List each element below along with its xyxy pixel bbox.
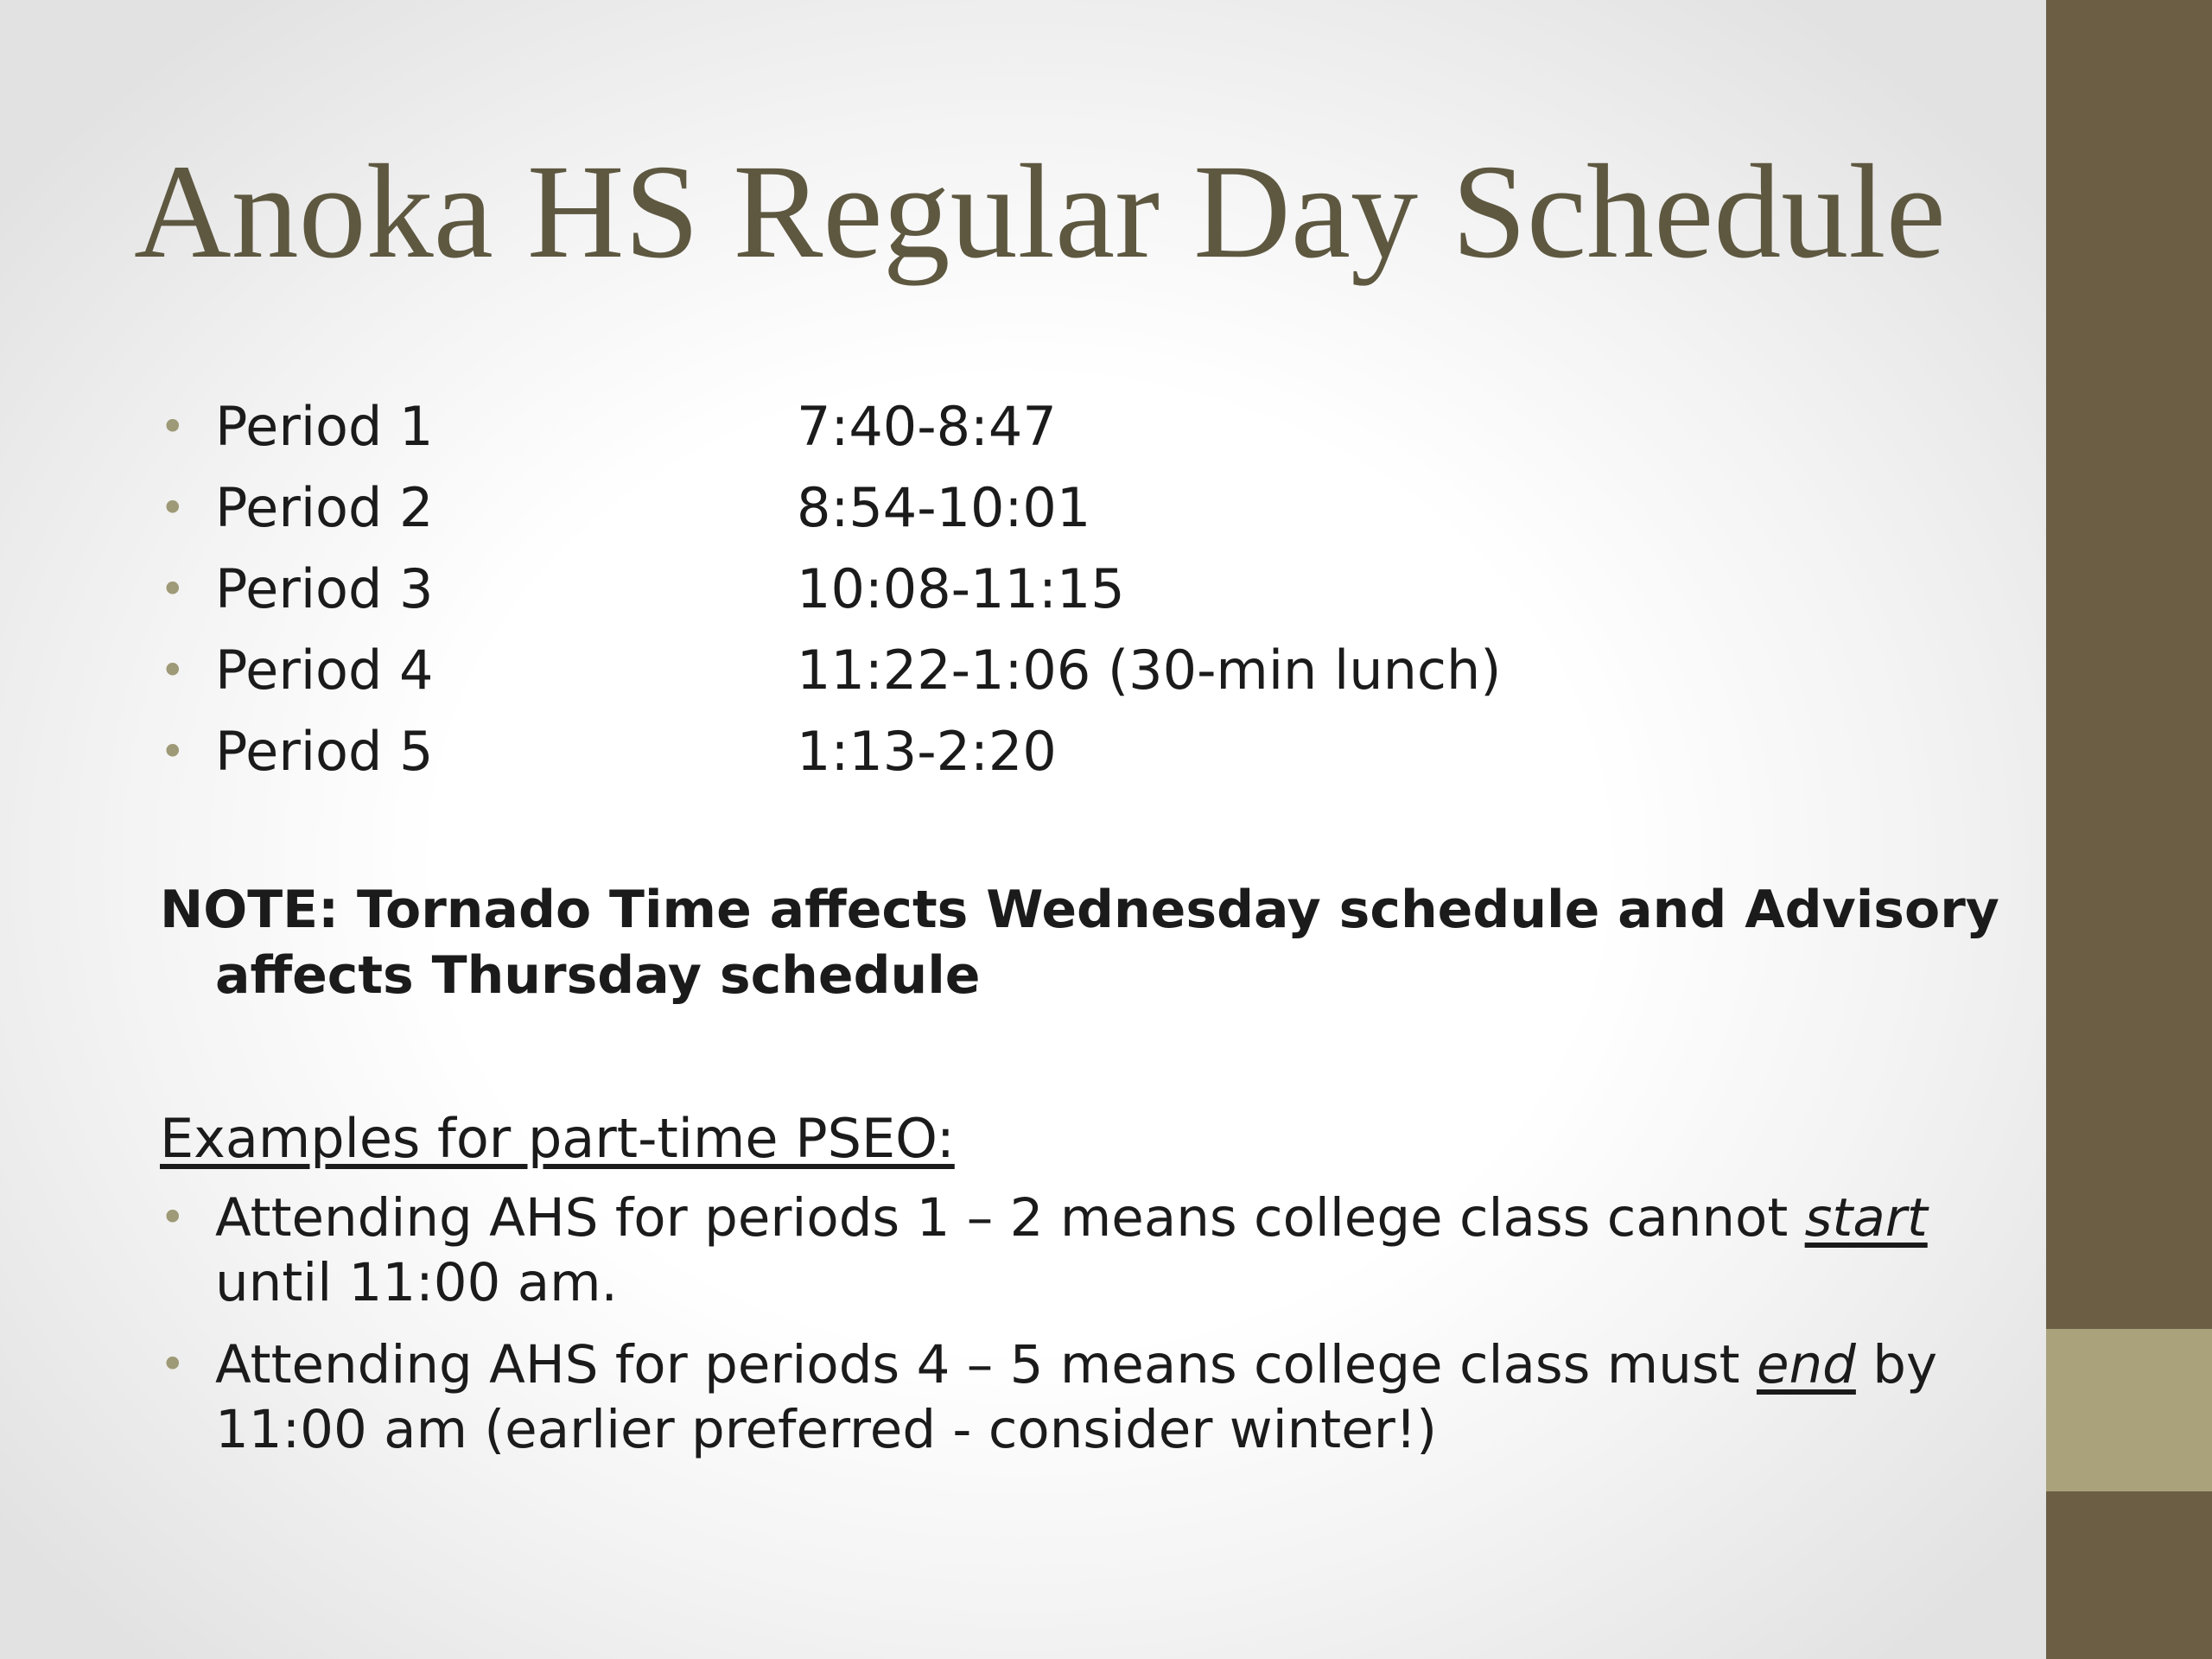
period-time: 1:13-2:20 — [797, 720, 1057, 783]
period-name: Period 5 — [215, 720, 434, 783]
bullet-dot: • — [160, 483, 186, 533]
example-text-before: Attending AHS for periods 1 – 2 means college class cannot — [215, 1187, 1805, 1249]
example-text-before: Attending AHS for periods 4 – 5 means college class must — [215, 1334, 1757, 1395]
example-item — [160, 1185, 1983, 1315]
side-bar-accent — [2046, 1329, 2212, 1491]
period-time: 10:08-11:15 — [797, 557, 1125, 620]
bullet-dot: • — [160, 564, 186, 614]
slide-title: Anoka HS Regular Day Schedule — [134, 137, 1946, 286]
period-row — [160, 467, 1802, 549]
period-name: Period 4 — [215, 639, 434, 702]
example-text-after: until 11:00 am. — [215, 1252, 618, 1313]
period-row — [160, 386, 1802, 467]
bullet-dot: • — [160, 727, 186, 777]
bullet-dot: • — [160, 402, 186, 452]
bullet-dot: • — [160, 645, 186, 696]
period-time: 8:54-10:01 — [797, 476, 1091, 539]
period-time: 11:22-1:06 (30-min lunch) — [797, 639, 1502, 702]
period-name: Period 3 — [215, 557, 434, 620]
period-row — [160, 549, 1802, 630]
pseo-examples-list — [160, 1185, 1983, 1479]
example-emphasis: start — [1804, 1187, 1928, 1249]
bullet-dot: • — [160, 1339, 186, 1389]
period-row — [160, 711, 1802, 792]
period-name: Period 1 — [215, 395, 434, 458]
examples-heading: Examples for part-time PSEO: — [160, 1107, 955, 1170]
example-text-after: by 11:00 am (earlier preferred - consider winter!) — [215, 1334, 1938, 1460]
schedule-note: NOTE: Tornado Time affects Wednesday schedule and Advisory affects Thursday schedule — [160, 880, 1999, 1006]
period-time: 7:40-8:47 — [797, 395, 1057, 458]
period-row — [160, 630, 1802, 711]
period-schedule-list — [160, 386, 1802, 792]
bullet-dot: • — [160, 1192, 186, 1243]
period-name: Period 2 — [215, 476, 434, 539]
example-item — [160, 1332, 1983, 1462]
example-emphasis: end — [1756, 1334, 1856, 1395]
